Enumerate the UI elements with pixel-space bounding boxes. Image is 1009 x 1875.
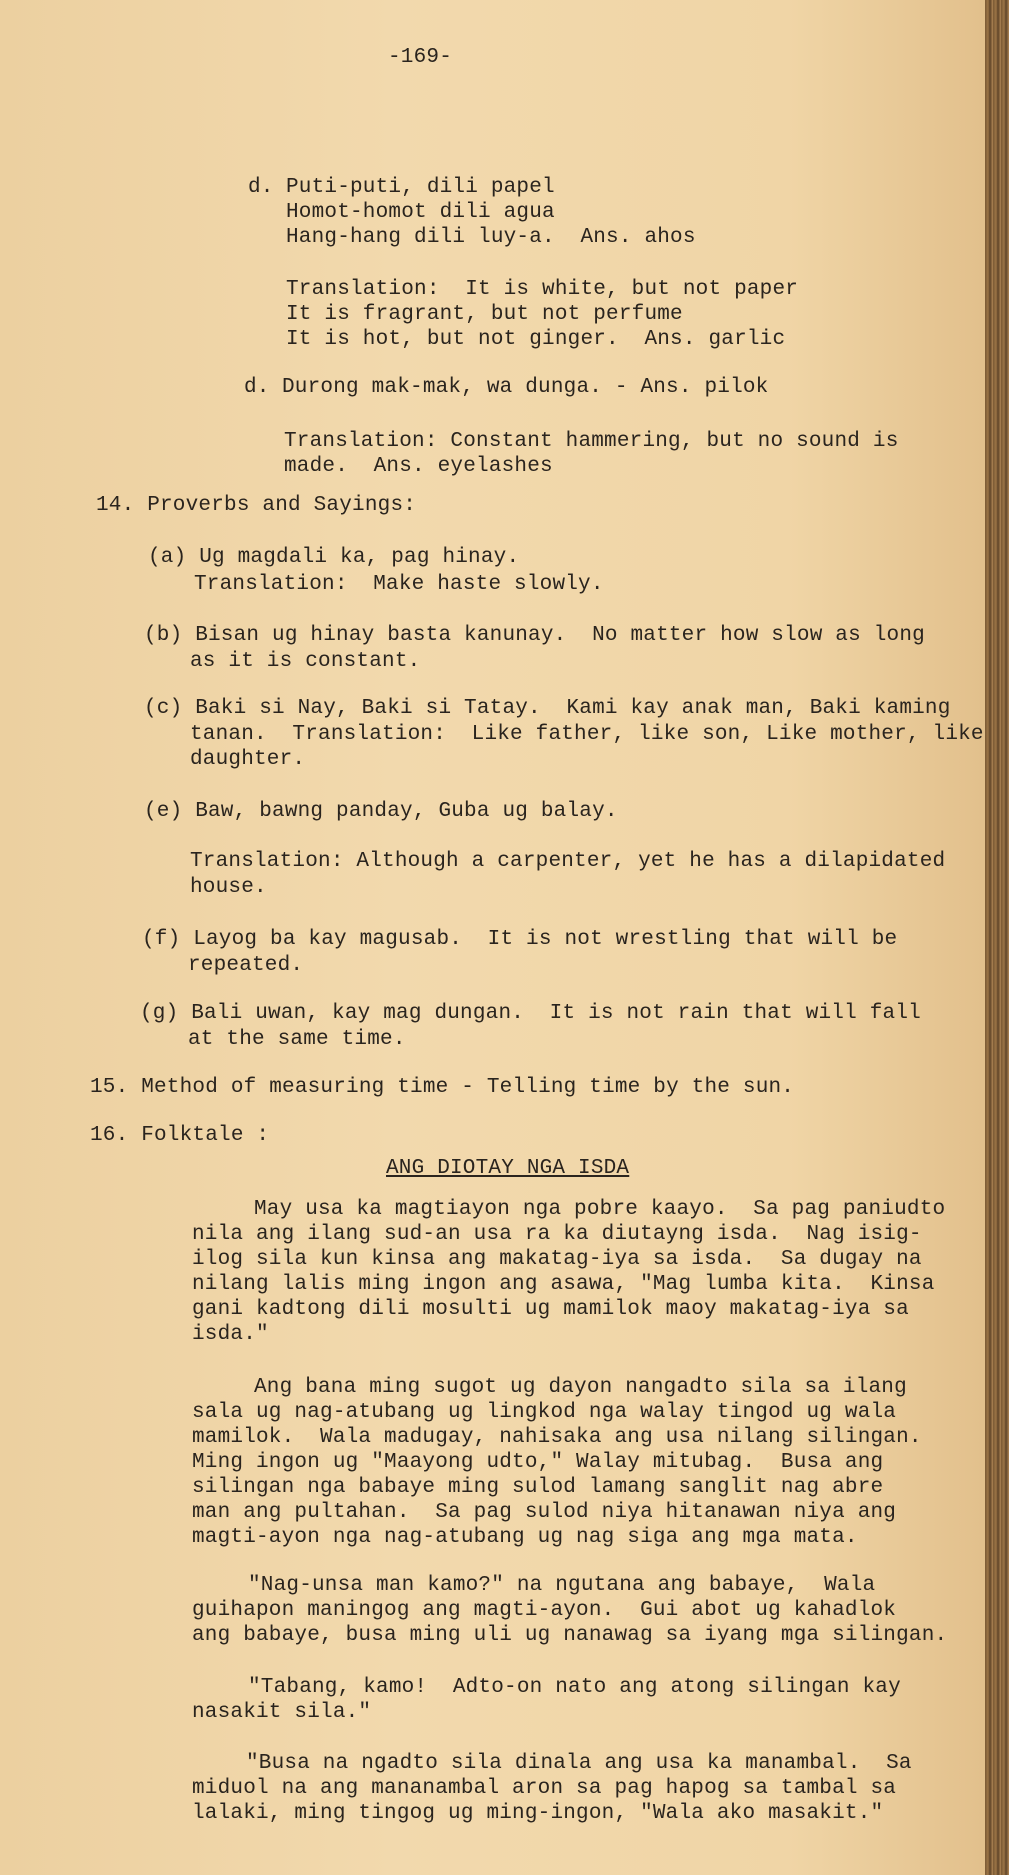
proverb-line: (a) Ug magdali ka, pag hinay. xyxy=(148,546,520,569)
story-line: magti-ayon nga nag-atubang ug nag siga ang mga mata. xyxy=(192,1526,858,1549)
story-line: miduol na ang mananambal aron sa pag hapog sa tambal sa xyxy=(192,1777,897,1800)
story-line: gani kadtong dili mosulti ug mamilok maoy makatag-iya sa xyxy=(192,1298,909,1321)
section-heading: 15. Method of measuring time - Telling time by the sun. xyxy=(90,1076,795,1099)
riddle-translation: It is fragrant, but not perfume xyxy=(286,303,683,326)
proverb-line: (g) Bali uwan, kay mag dungan. It is not rain that will fall xyxy=(140,1002,921,1025)
story-line: "Tabang, kamo! Adto-on nato ang atong silingan kay xyxy=(248,1676,901,1699)
story-line: man ang pultahan. Sa pag sulod niya hitanawan niya ang xyxy=(192,1501,897,1524)
riddle-line: Homot-homot dili agua xyxy=(286,201,555,224)
riddle-line: Hang-hang dili luy-a. Ans. ahos xyxy=(286,226,696,249)
riddle-marker: d. xyxy=(244,376,270,399)
proverb-line: Translation: Make haste slowly. xyxy=(194,573,604,596)
story-line: "Busa na ngadto sila dinala ang usa ka manambal. Sa xyxy=(246,1752,912,1775)
story-line: lalaki, ming tingog ug ming-ingon, "Wala ako masakit." xyxy=(192,1802,884,1825)
riddle-translation: Translation: It is white, but not paper xyxy=(286,278,799,301)
page-number: -169- xyxy=(388,46,453,69)
proverb-line: at the same time. xyxy=(188,1028,406,1051)
riddle-line: Puti-puti, dili papel xyxy=(286,176,555,199)
riddle-translation: Translation: Constant hammering, but no sound is xyxy=(284,430,899,453)
story-line: ilog sila kun kinsa ang makatag-iya sa isda. Sa dugay na xyxy=(192,1248,922,1271)
proverb-line: as it is constant. xyxy=(190,650,421,673)
proverb-line: (f) Layog ba kay magusab. It is not wrestling that will be xyxy=(142,928,898,951)
story-line: nasakit sila." xyxy=(192,1701,372,1724)
riddle-translation: It is hot, but not ginger. Ans. garlic xyxy=(286,328,786,351)
proverb-line: repeated. xyxy=(188,954,304,977)
story-title: ANG DIOTAY NGA ISDA xyxy=(386,1157,630,1180)
section-heading: 16. Folktale : xyxy=(90,1124,270,1147)
story-line: "Nag-unsa man kamo?" na ngutana ang babaye, Wala xyxy=(248,1574,876,1597)
proverb-line: house. xyxy=(190,876,267,899)
story-line: nilang lalis ming ingon ang asawa, "Mag lumba kita. Kinsa xyxy=(192,1273,935,1296)
story-line: Ang bana ming sugot ug dayon nangadto sila sa ilang xyxy=(254,1376,907,1399)
story-line: guihapon maningog ang magti-ayon. Gui abot ug kahadlok xyxy=(192,1599,897,1622)
proverb-line: Translation: Although a carpenter, yet he has a dilapidated xyxy=(190,850,946,873)
riddle-line: Durong mak-mak, wa dunga. - Ans. pilok xyxy=(282,376,769,399)
section-heading: 14. Proverbs and Sayings: xyxy=(96,494,417,517)
riddle-translation: made. Ans. eyelashes xyxy=(284,455,553,478)
story-line: ang babaye, busa ming uli ug nanawag sa iyang mga silingan. xyxy=(192,1624,948,1647)
story-line: mamilok. Wala madugay, nahisaka ang usa nilang silingan. xyxy=(192,1426,922,1449)
proverb-line: (b) Bisan ug hinay basta kanunay. No matter how slow as long xyxy=(144,624,925,647)
riddle-marker: d. xyxy=(248,176,274,199)
story-line: nila ang ilang sud-an usa ra ka diutayng isda. Nag isig- xyxy=(192,1223,922,1246)
story-line: Ming ingon ug "Maayong udto," Walay mitubag. Busa ang xyxy=(192,1451,884,1474)
proverb-line: (e) Baw, bawng panday, Guba ug balay. xyxy=(144,800,618,823)
story-line: May usa ka magtiayon nga pobre kaayo. Sa pag paniudto xyxy=(254,1198,946,1221)
story-line: isda." xyxy=(192,1323,269,1346)
proverb-line: daughter. xyxy=(190,748,306,771)
story-line: silingan nga babaye ming sulod lamang sanglit nag abre xyxy=(192,1476,884,1499)
proverb-line: (c) Baki si Nay, Baki si Tatay. Kami kay anak man, Baki kaming xyxy=(144,697,951,720)
page-edge xyxy=(985,0,1009,1875)
story-line: sala ug nag-atubang ug lingkod nga walay tingod ug wala xyxy=(192,1401,897,1424)
proverb-line: tanan. Translation: Like father, like son, Like mother, like xyxy=(190,723,984,746)
